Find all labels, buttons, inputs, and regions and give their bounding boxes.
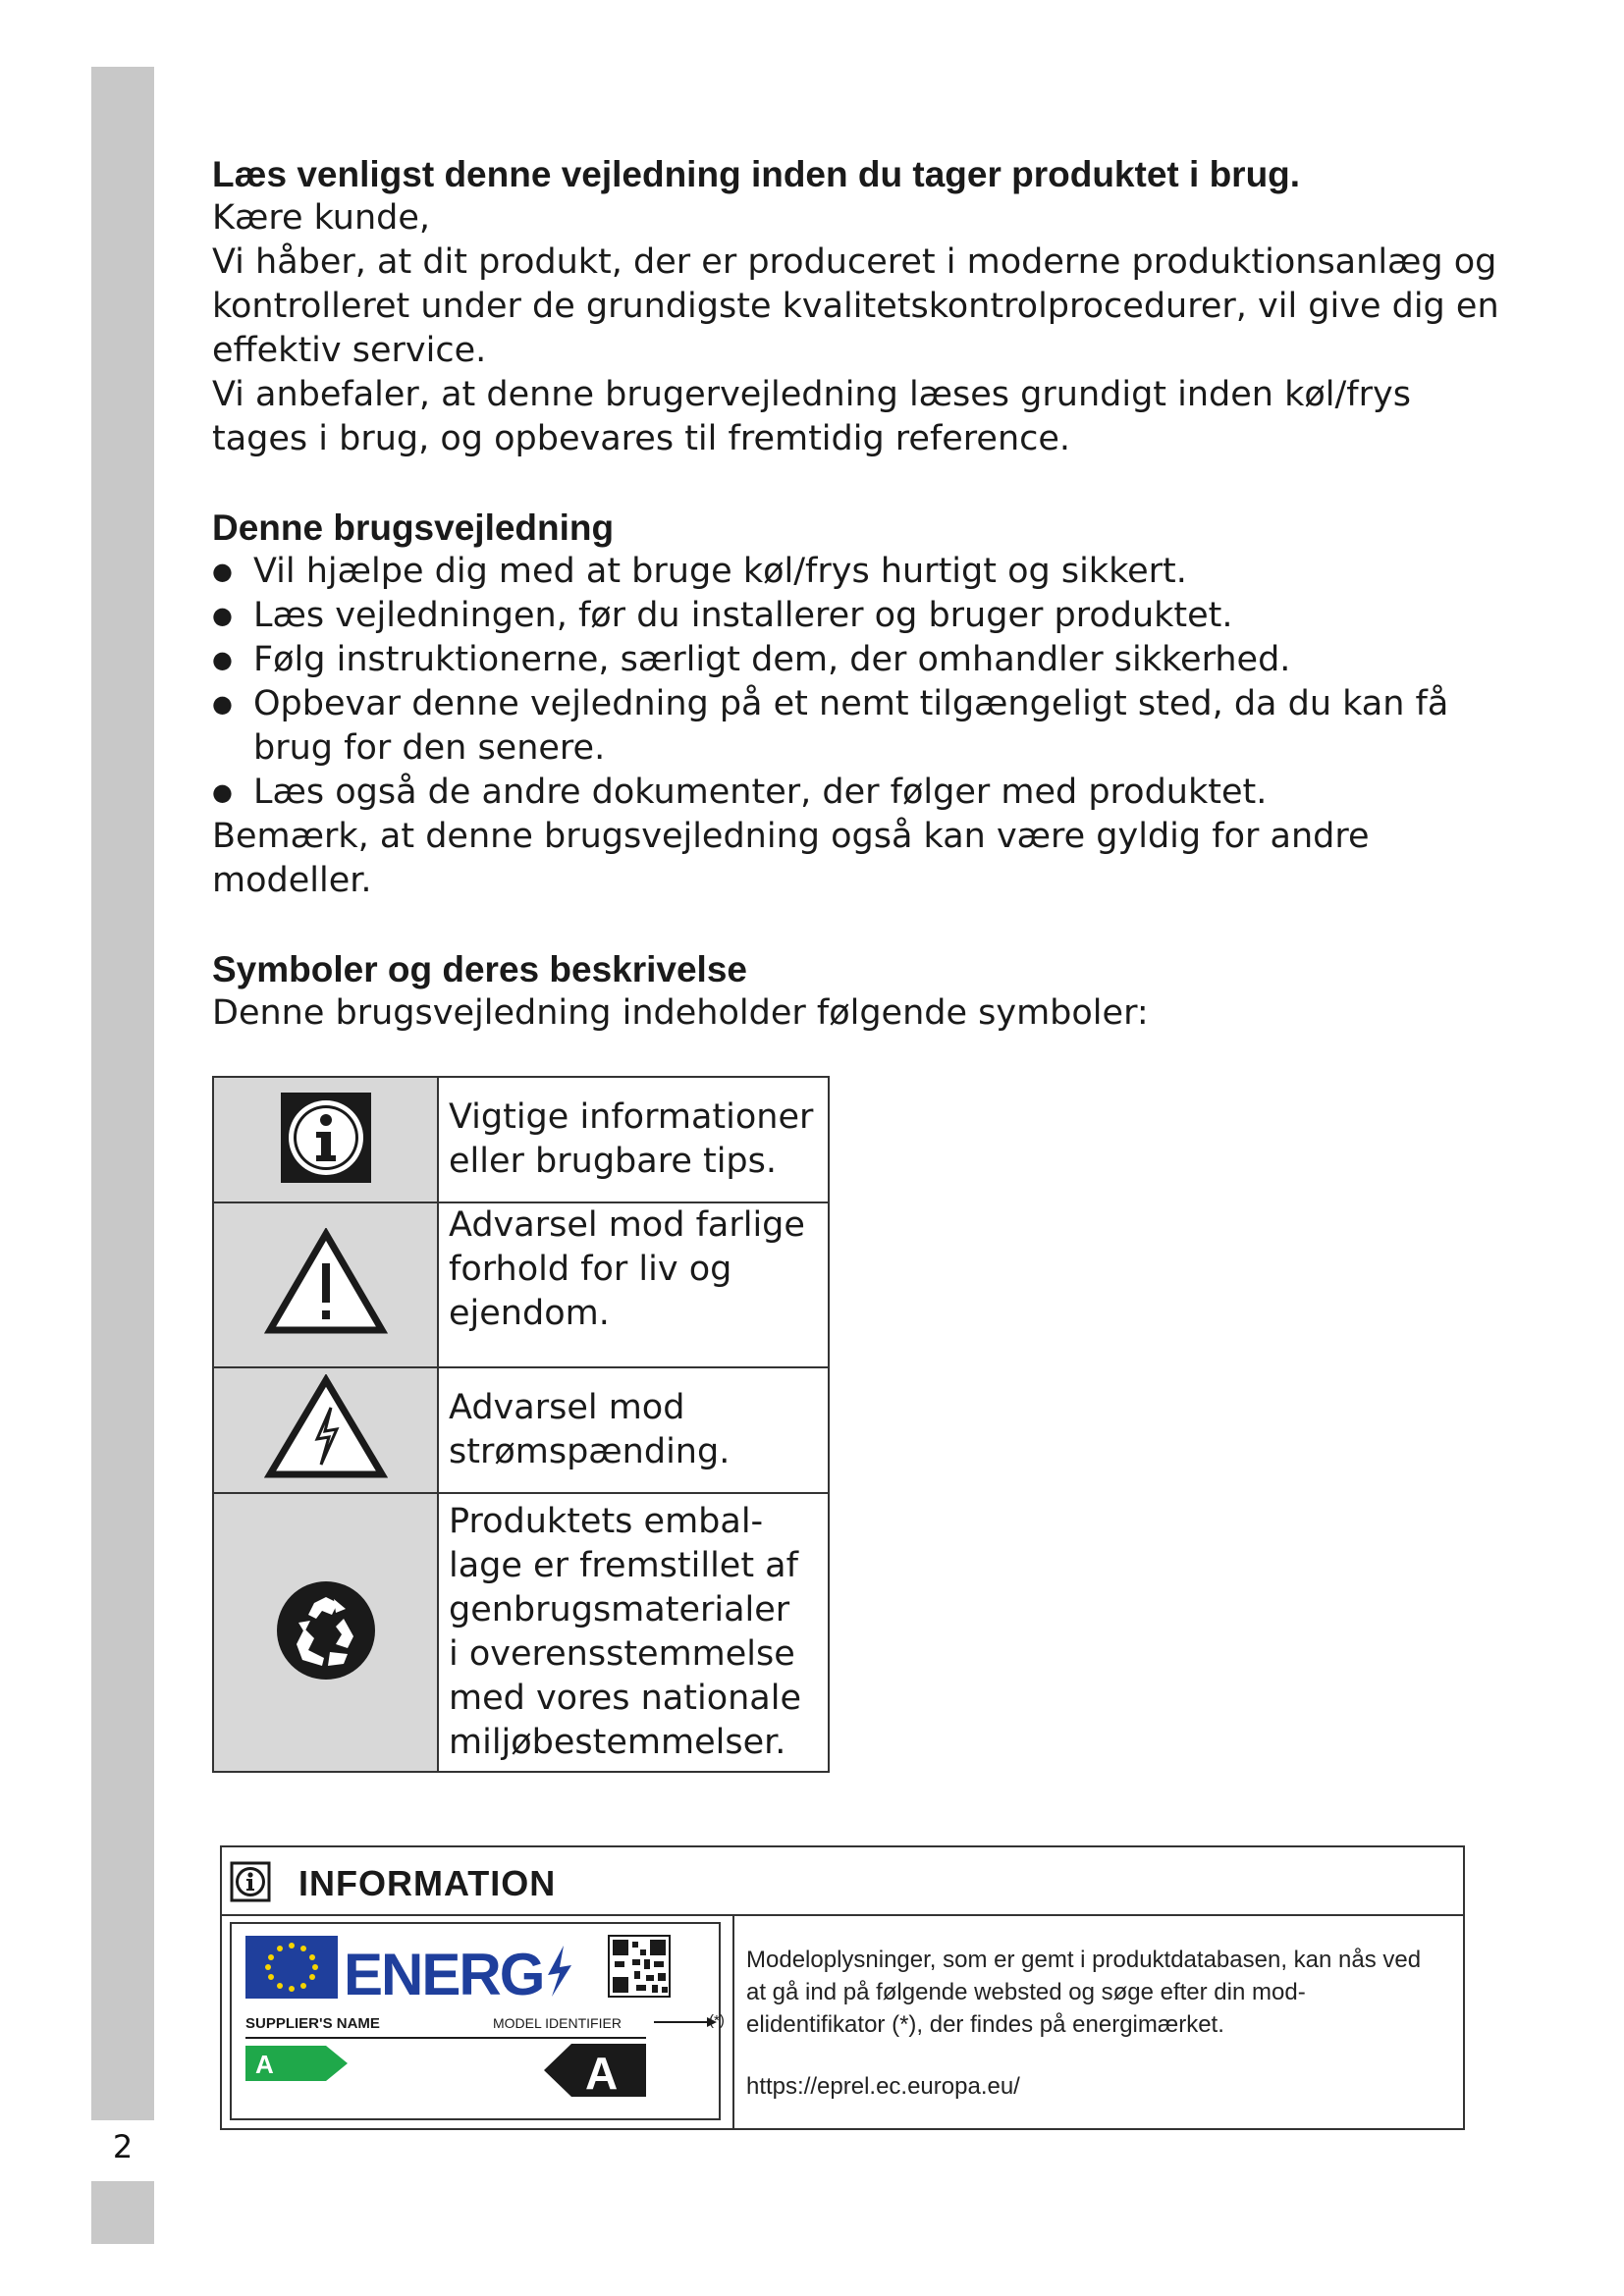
- main-content: [212, 152, 1508, 1036]
- symbols-heading: Symboler og deres beskrivelse: [212, 949, 747, 989]
- symbol-icon-cell: [213, 1367, 438, 1493]
- symbols-table: [212, 1076, 830, 1773]
- information-description: Modeloplysninger, som er gemt i produktdatabasen, kan nås ved at gå ind på følgende websted og søge efter din mod-elidentifikator (*), der findes på energimærket.: [746, 1947, 1422, 2038]
- energy-label: [222, 1916, 734, 2128]
- list-item: ● Læs også de andre dokumenter, der følger med produktet.: [212, 771, 1508, 815]
- energy-class-big: A: [585, 2048, 619, 2099]
- symbol-description: Produktets embal- lage er fremstillet af genbrugsmaterialer i overensstemmelse med vores nationale miljøbestemmelser.: [449, 1502, 801, 1762]
- information-header: [222, 1847, 1463, 1916]
- table-row: [213, 1493, 829, 1772]
- manual-heading: Denne brugsvejledning: [212, 507, 615, 548]
- energy-label-graphic: [232, 1924, 719, 2118]
- energy-brand-text: ENERG: [344, 1942, 544, 2007]
- list-item: ● Vil hjælpe dig med at bruge køl/frys hurtigt og sikkert.: [212, 550, 1508, 594]
- energy-class-small: A: [255, 2050, 274, 2079]
- symbols-intro: Denne brugsvejledning indeholder følgende symboler:: [212, 993, 1149, 1033]
- information-title: INFORMATION: [298, 1863, 557, 1903]
- information-box: [220, 1845, 1465, 2130]
- table-row: [213, 1367, 829, 1493]
- intro-paragraph-2: Vi anbefaler, at denne brugervejledning læses grundigt inden køl/frys tages i brug, og opbevares til fremtidig reference.: [212, 375, 1411, 458]
- symbol-description: Vigtige informationer eller brugbare tips.: [449, 1097, 814, 1181]
- manual-bullet-list: [212, 550, 1508, 815]
- information-text-block: [746, 1944, 1434, 2103]
- information-body: [222, 1916, 1463, 2128]
- symbol-description: Advarsel mod farlige forhold for liv og ejendom.: [449, 1205, 805, 1333]
- table-row: [213, 1202, 829, 1367]
- symbol-text-cell: [438, 1493, 829, 1772]
- manual-note: Bemærk, at denne brugsvejledning også kan være gyldig for andre modeller.: [212, 817, 1370, 900]
- page-side-bar-bottom: [91, 2181, 154, 2244]
- model-identifier-label: MODEL IDENTIFIER: [493, 2015, 622, 2031]
- symbol-icon-cell: [213, 1077, 438, 1202]
- info-icon: [230, 1861, 271, 1902]
- eprel-link[interactable]: https://eprel.ec.europa.eu/: [746, 2073, 1020, 2100]
- energy-label-card: [230, 1922, 721, 2120]
- symbol-description: Advarsel mod strømspænding.: [449, 1388, 731, 1471]
- list-item: ● Følg instruktionerne, særligt dem, der omhandler sikkerhed.: [212, 638, 1508, 682]
- intro-greeting: Kære kunde,: [212, 198, 431, 238]
- model-identifier-marker: (*): [709, 2012, 725, 2029]
- symbol-text-cell: [438, 1367, 829, 1493]
- page-side-bar: [91, 67, 154, 2120]
- page-number: 2: [112, 2128, 134, 2165]
- list-item: ● Opbevar denne vejledning på et nemt tilgængeligt sted, da du kan få brug for den senere.: [212, 682, 1508, 771]
- electric-shock-icon: [264, 1374, 388, 1482]
- symbol-text-cell: [438, 1202, 829, 1367]
- warning-icon: [264, 1228, 388, 1338]
- intro-heading: Læs venligst denne vejledning inden du tager produktet i brug.: [212, 154, 1301, 194]
- energy-bolt-icon: [548, 1946, 571, 1997]
- table-row: [213, 1077, 829, 1202]
- supplier-name-label: SUPPLIER'S NAME: [245, 2015, 380, 2032]
- symbol-text-cell: [438, 1077, 829, 1202]
- info-icon: [279, 1091, 373, 1185]
- symbol-icon-cell: [213, 1202, 438, 1367]
- list-item: ● Læs vejledningen, før du installerer og bruger produktet.: [212, 594, 1508, 638]
- symbol-icon-cell: [213, 1493, 438, 1772]
- intro-paragraph-1: Vi håber, at dit produkt, der er produceret i moderne produktionsanlæg og kontrolleret under de grundigste kvalitetskontrolprocedurer, vil give dig en effektiv service.: [212, 242, 1499, 370]
- qr-code-icon: [609, 1936, 670, 1997]
- recycle-icon: [275, 1579, 377, 1682]
